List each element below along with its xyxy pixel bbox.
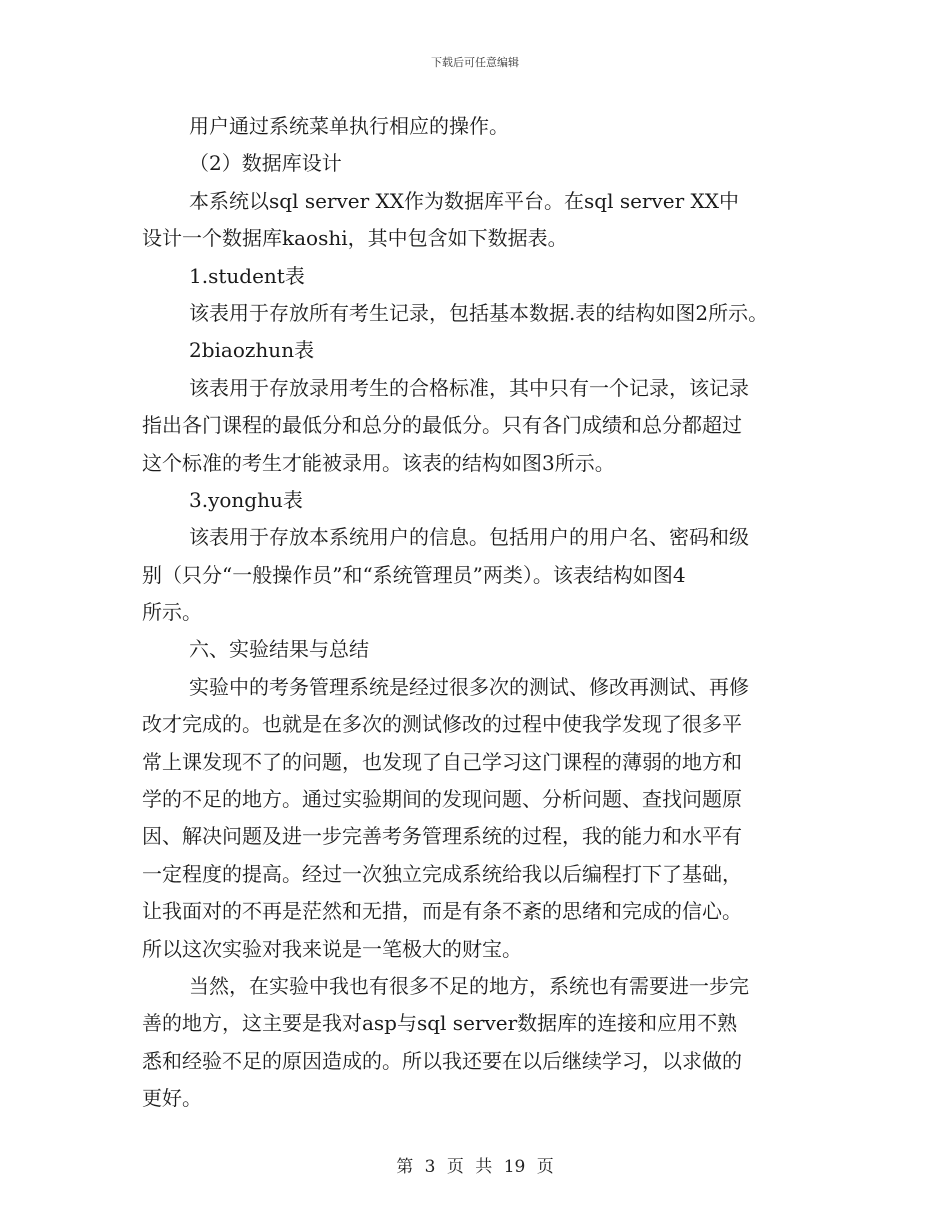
text-line: 当然，在实验中我也有很多不足的地方，系统也有需要进一步完: [189, 973, 749, 998]
text-line: 六、实验结果与总结: [189, 637, 369, 662]
text-line: 该表用于存放所有考生记录，包括基本数据.表的结构如图2所示。: [189, 300, 769, 325]
text-line: 本系统以sql server XX作为数据库平台。在sql server XX中: [189, 188, 740, 213]
text-line: 让我面对的不再是茫然和无措，而是有条不紊的思绪和完成的信心。: [142, 899, 742, 924]
text-line: 设计一个数据库kaoshi，其中包含如下数据表。: [142, 226, 568, 251]
text-line: 这个标准的考生才能被录用。该表的结构如图3所示。: [142, 450, 615, 475]
text-line: 所示。: [142, 600, 202, 625]
text-line: 指出各门课程的最低分和总分的最低分。只有各门成绩和总分都超过: [142, 413, 742, 438]
page-footer: 第 3 页 共 19 页: [396, 1157, 554, 1177]
text-line: 更好。: [142, 1086, 202, 1111]
text-line: 学的不足的地方。通过实验期间的发现问题、分析问题、查找问题原: [142, 787, 742, 812]
text-line: 实验中的考务管理系统是经过很多次的测试、修改再测试、再修: [189, 674, 749, 699]
document-body: [142, 108, 842, 1118]
text-line: 因、解决问题及进一步完善考务管理系统的过程，我的能力和水平有: [142, 824, 742, 849]
text-line: 别（只分“一般操作员”和“系统管理员”两类）。该表结构如图4: [142, 562, 686, 587]
page-header: 下载后可任意编辑: [431, 56, 519, 69]
text-line: 1.student表: [189, 263, 305, 288]
text-line: 3.yonghu表: [189, 487, 303, 512]
text-line: 用户通过系统菜单执行相应的操作。: [189, 114, 509, 138]
text-line: （2）数据库设计: [189, 151, 342, 176]
text-line: 一定程度的提高。经过一次独立完成系统给我以后编程打下了基础，: [142, 861, 742, 886]
text-line: 改才完成的。也就是在多次的测试修改的过程中使我学发现了很多平: [142, 712, 742, 737]
text-line: 善的地方，这主要是我对asp与sql server数据库的连接和应用不熟: [142, 1011, 738, 1036]
text-line: 所以这次实验对我来说是一笔极大的财宝。: [142, 936, 522, 961]
text-line: 悉和经验不足的原因造成的。所以我还要在以后继续学习，以求做的: [142, 1048, 742, 1073]
text-line: 2biaozhun表: [189, 338, 315, 363]
text-line: 常上课发现不了的问题，也发现了自己学习这门课程的薄弱的地方和: [142, 749, 742, 774]
text-line: 该表用于存放录用考生的合格标准，其中只有一个记录，该记录: [189, 375, 749, 400]
text-line: 该表用于存放本系统用户的信息。包括用户的用户名、密码和级: [189, 525, 749, 550]
